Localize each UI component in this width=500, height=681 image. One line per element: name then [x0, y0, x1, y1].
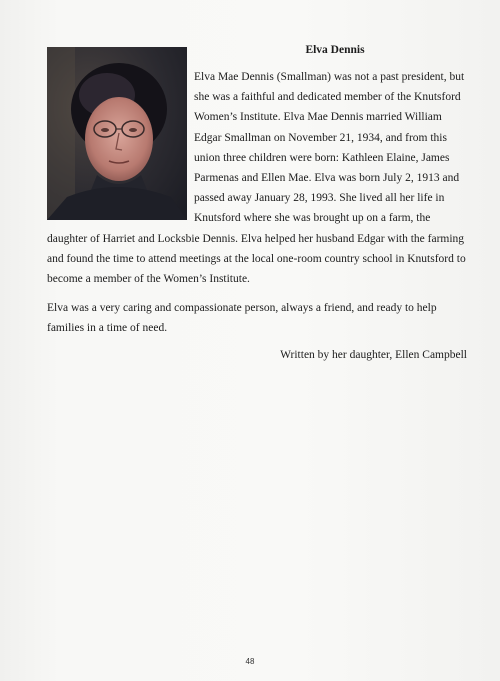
page-number: 48: [245, 657, 255, 666]
article-body: [47, 67, 467, 365]
paragraph-2: Elva was a very caring and compassionate person, always a friend, and ready to help families in a time of need.: [47, 302, 437, 335]
page-title: Elva Dennis: [305, 44, 365, 56]
photo-wrap-spacer: [47, 67, 194, 220]
paragraph-1: Elva Mae Dennis (Smallman) was not a past president, but she was a faithful and dedicated member of the Knutsford Women’s Institute. Elva Mae Dennis married William Edgar Smallman on November 21, 1934, and from this union three children were born: Kathleen Elaine, James Parmenas and Ellen Mae. Elva was born July 2, 1913 and passed away January 28, 1993. She lived all her life in Knutsford where she was brought up on a farm, the daughter of Harriet and Locksbie Dennis. Elva helped her husband Edgar with the farming and found the time to attend meetings at the local one-room country school in Knutsford to become a member of the Women’s Institute.: [47, 71, 466, 286]
signature-line: Written by her daughter, Ellen Campbell: [280, 348, 467, 361]
